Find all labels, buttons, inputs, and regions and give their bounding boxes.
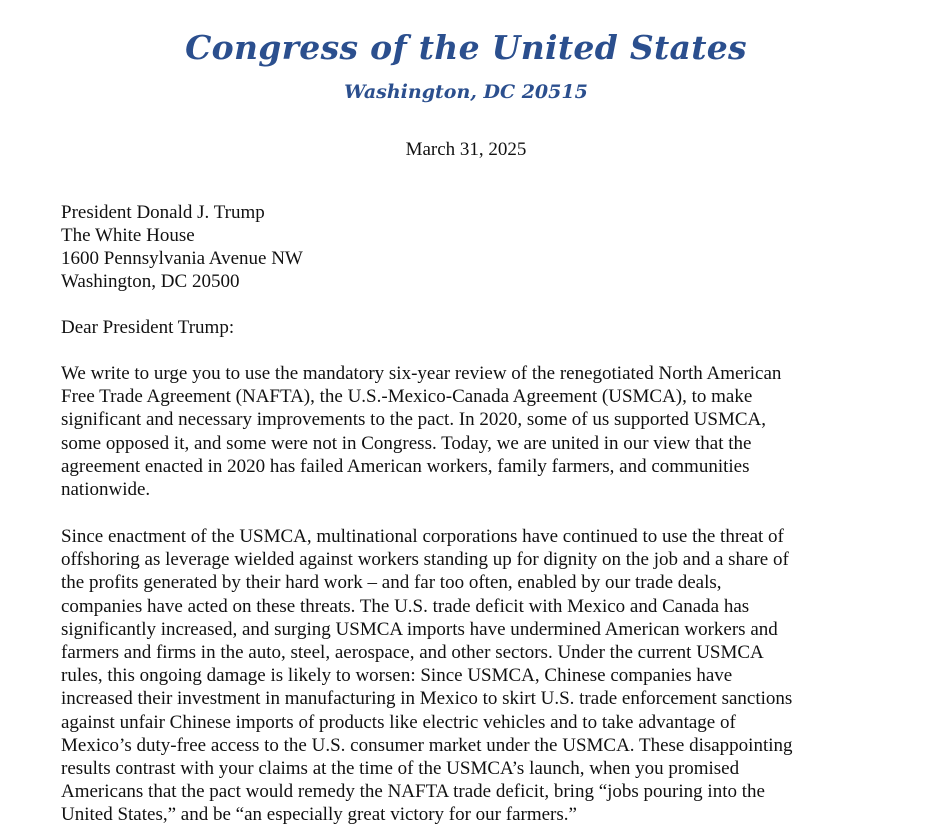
paragraph-line: significantly increased, and surging USMCA imports have undermined American workers and	[61, 618, 778, 640]
paragraph-line: significant and necessary improvements to the pact. In 2020, some of us supported USMCA,	[61, 409, 766, 431]
paragraph-line: rules, this ongoing damage is likely to worsen: Since USMCA, Chinese companies have	[61, 665, 733, 687]
recipient-line: President Donald J. Trump	[61, 202, 265, 223]
paragraph-line: offshoring as leverage wielded against workers standing up for dignity on the job and a share of	[61, 549, 789, 571]
letterhead-address: Washington, DC 20515	[344, 81, 588, 103]
letter-date: March 31, 2025	[405, 139, 527, 160]
paragraph-line: against unfair Chinese imports of products like electric vehicles and to take advantage of	[61, 711, 736, 733]
paragraph-line: We write to urge you to use the mandatory six-year review of the renegotiated North American	[61, 363, 782, 384]
recipient-address	[61, 201, 303, 293]
recipient-line: 1600 Pennsylvania Avenue NW	[61, 248, 303, 269]
paragraph-line: Americans that the pact would remedy the NAFTA trade deficit, bring “jobs pouring into the	[61, 781, 765, 803]
paragraph-line: agreement enacted in 2020 has failed American workers, family farmers, and communities	[61, 455, 750, 477]
paragraph-line: some opposed it, and some were not in Congress. Today, we are united in our view that the	[61, 432, 752, 454]
paragraph-line: increased their investment in manufacturing in Mexico to skirt U.S. trade enforcement sanctions	[61, 688, 793, 710]
paragraph-line: farmers and firms in the auto, steel, aerospace, and other sectors. Under the current USMCA	[61, 642, 764, 664]
paragraph-line: Since enactment of the USMCA, multinational corporations have continued to use the threat of	[61, 526, 784, 547]
recipient-line: Washington, DC 20500	[61, 271, 240, 292]
paragraph-line: United States,” and be “an especially great victory for our farmers.”	[61, 804, 577, 826]
paragraph-line: companies have acted on these threats. The U.S. trade deficit with Mexico and Canada has	[61, 595, 750, 617]
paragraph-line: results contrast with your claims at the time of the USMCA’s launch, when you promised	[61, 758, 740, 780]
paragraph-line: the profits generated by their hard work – and far too often, enabled by our trade deals,	[61, 572, 722, 594]
paragraph-line: nationwide.	[61, 479, 151, 501]
paragraph-line: Free Trade Agreement (NAFTA), the U.S.-Mexico-Canada Agreement (USMCA), to make	[61, 386, 753, 408]
recipient-line: The White House	[61, 225, 195, 246]
body-paragraph-2	[61, 525, 793, 827]
salutation: Dear President Trump:	[61, 317, 235, 338]
letterhead-title: Congress of the United States	[185, 28, 747, 67]
body-paragraph-1	[61, 362, 781, 501]
paragraph-line: Mexico’s duty-free access to the U.S. consumer market under the USMCA. These disappointing	[61, 734, 793, 756]
